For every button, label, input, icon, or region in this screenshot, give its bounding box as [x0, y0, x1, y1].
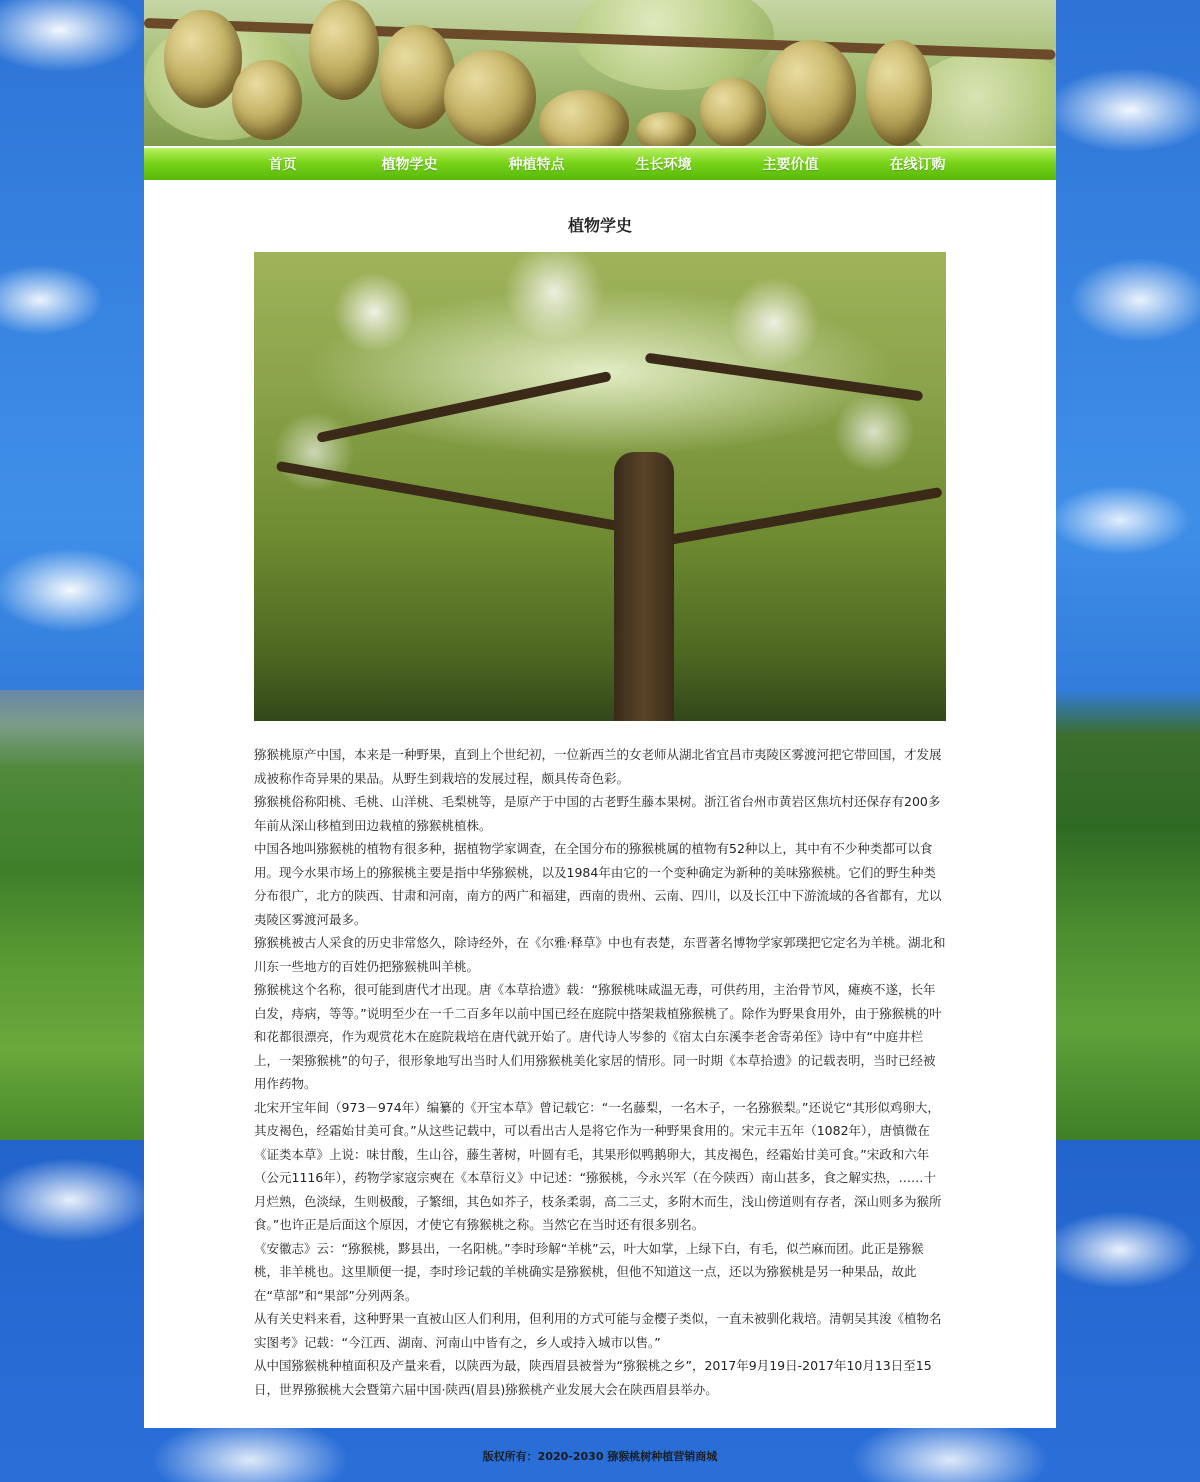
paragraph: 从中国猕猴桃种植面积及产量来看，以陕西为最，陕西眉县被誉为“猕猴桃之乡”，2017年9月19日-2017年10月13日至15日，世界猕猴桃大会暨第六届中国·陕西(眉县)猕猴桃产业发展大会在陕西眉县举办。: [254, 1358, 932, 1397]
paragraph: 猕猴桃原产中国，本来是一种野果，直到上个世纪初，一位新西兰的女老师从湖北省宜昌市夷陵区雾渡河把它带回国，才发展成被称作奇异果的果品。从野生到栽培的发展过程，颇具传奇色彩。: [254, 747, 942, 786]
nav-item-growing-environment[interactable]: 生长环境: [635, 157, 692, 173]
nav-item-home[interactable]: 首页: [268, 157, 297, 173]
paragraph: 从有关史料来看，这种野果一直被山区人们利用，但利用的方式可能与金樱子类似，一直未被驯化栽培。清朝吴其浚《植物名实图考》记载：“今江西、湖南、河南山中皆有之，乡人或持入城市以售。”: [254, 1311, 942, 1350]
paragraph: 《安徽志》云：“猕猴桃，黟县出，一名阳桃。”李时珍解“羊桃”云，叶大如掌，上绿下白，有毛，似苎麻而团。此正是猕猴桃，非羊桃也。这里顺便一提，李时珍记载的羊桃确实是猕猴桃，但他不知道这一点，还以为猕猴桃是另一种果品，故此在“草部”和“果部”分列两条。: [254, 1240, 924, 1303]
main-nav: [144, 148, 1056, 180]
page-title: 植物学史: [567, 216, 632, 235]
article-body: [254, 743, 946, 1401]
paragraph: 猕猴桃被古人采食的历史非常悠久，除诗经外，在《尔雅·释草》中也有表楚，东晋著名博物学家郭璞把它定名为羊桃。湖北和川东一些地方的百姓仍把猕猴桃叫羊桃。: [254, 935, 946, 974]
nav-item-main-value[interactable]: 主要价值: [762, 157, 819, 173]
kiwi-vine-photo: [254, 252, 946, 721]
kiwi-banner: [144, 0, 1056, 146]
nav-item-planting-features[interactable]: 种植特点: [508, 157, 565, 173]
footer-copyright: 版权所有：2020-2030 猕猴桃树种植营销商城: [482, 1450, 718, 1463]
page-container: [144, 0, 1056, 1428]
nav-item-botanical-history[interactable]: 植物学史: [381, 157, 438, 173]
paragraph: 中国各地叫猕猴桃的植物有很多种，据植物学家调查，在全国分布的猕猴桃属的植物有52种以上，其中有不少种类都可以食用。现今水果市场上的猕猴桃主要是指中华猕猴桃，以及1984年由它的一个变种确定为新种的美味猕猴桃。它们的野生种类分布很广，北方的陕西、甘肃和河南，南方的两广和福建，西南的贵州、云南、四川，以及长江中下游流域的各省都有，尤以夷陵区雾渡河最多。: [254, 841, 942, 927]
paragraph: 猕猴桃俗称阳桃、毛桃、山洋桃、毛梨桃等，是原产于中国的古老野生藤本果树。浙江省台州市黄岩区焦坑村还保存有200多年前从深山移植到田边栽植的猕猴桃植株。: [254, 794, 941, 833]
left-landscape-strip: [0, 690, 144, 1140]
right-landscape-strip: [1056, 690, 1200, 1140]
main-content: [254, 180, 946, 1401]
paragraph: 北宋开宝年间（973－974年）编纂的《开宝本草》曾记载它：“一名藤梨，一名木子，一名猕猴梨。”还说它“其形似鸡卵大，其皮褐色，经霜始甘美可食。”从这些记载中，可以看出古人是将它作为一种野果食用的。宋元丰五年（1082年），唐慎微在《证类本草》上说：味甘酸，生山谷，藤生著树，叶圆有毛，其果形似鸭鹅卵大，其皮褐色，经霜始甘美可食。”宋政和六年（公元1116年），药物学家寇宗奭在《本草衍义》中记述：“猕猴桃，今永兴军（在今陕西）南山甚多，食之解实热，……十月烂熟，色淡绿，生则极酸，子繁细，其色如芥子，枝条柔弱，高二三丈，多附木而生，浅山傍道则有存者，深山则多为猴所食。”也许正是后面这个原因，才使它有猕猴桃之称。当然它在当时还有很多别名。: [254, 1099, 942, 1232]
paragraph: 猕猴桃这个名称，很可能到唐代才出现。唐《本草拾遗》载：“猕猴桃味咸温无毒，可供药用，主治骨节风，瘫痪不遂，长年白发，痔病，等等。”说明至少在一千二百多年以前中国已经在庭院中搭架栽植猕猴桃了。除作为野果食用外，由于猕猴桃的叶和花都很漂亮，作为观赏花木在庭院栽培在唐代就开始了。唐代诗人岑参的《宿太白东溪李老舍寄弟侄》诗中有“中庭井栏上，一架猕猴桃”的句子，很形象地写出当时人们用猕猴桃美化家居的情形。同一时期《本草拾遗》的记载表明，当时已经被用作药物。: [254, 982, 942, 1091]
nav-item-online-order[interactable]: 在线订购: [889, 157, 946, 173]
